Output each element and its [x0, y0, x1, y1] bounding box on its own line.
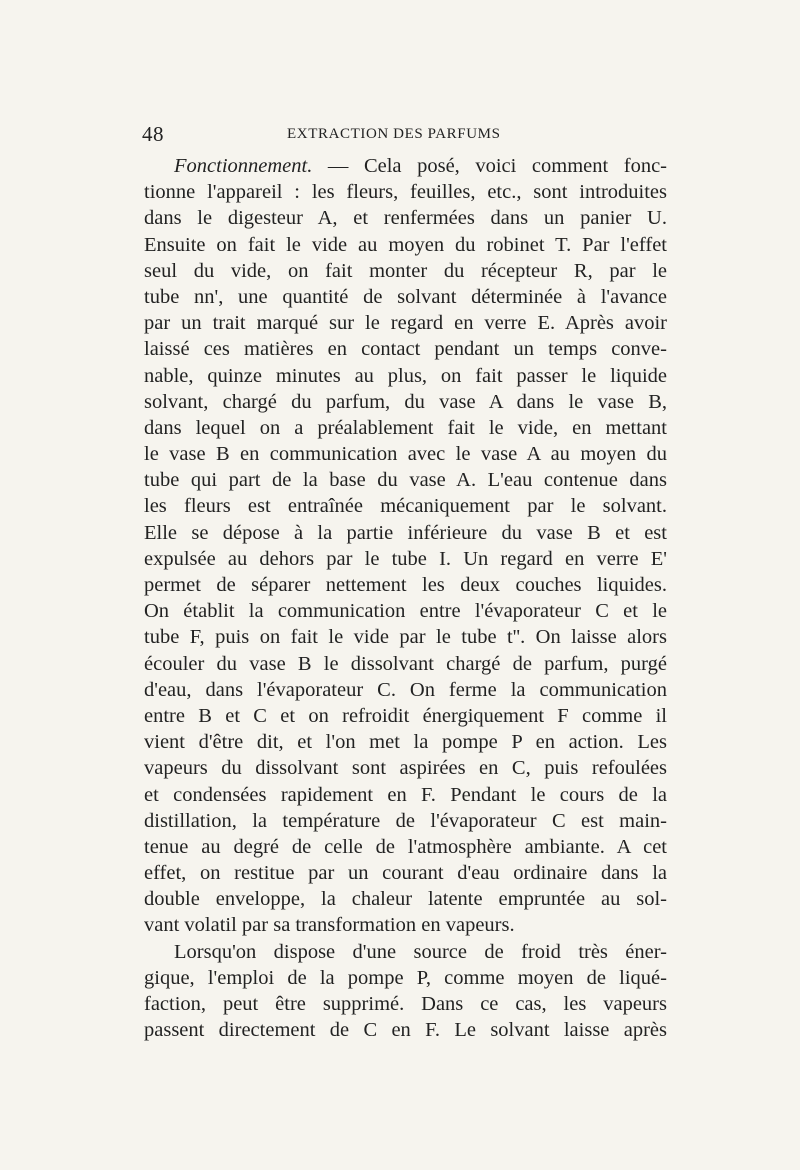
paragraph-1-line: effet, on restitue par un courant d'eau ordinaire dans la: [144, 862, 667, 885]
paragraph-1-line: le vase B en communication avec le vase A au moyen du: [144, 443, 667, 466]
paragraph-1-line: les fleurs est entraînée mécaniquement par le solvant.: [144, 495, 667, 518]
paragraph-1-line: seul du vide, on fait monter du récepteur R, par le: [144, 259, 667, 282]
paragraph-1-line: d'eau, dans l'évaporateur C. On ferme la communication: [144, 678, 667, 701]
paragraph-1-line: entre B et C et on refroidit énergiquement F comme il: [144, 704, 667, 727]
paragraph-1-line-1: [144, 153, 667, 179]
paragraph-1-line: Ensuite on fait le vide au moyen du robinet T. Par l'effet: [144, 233, 667, 256]
paragraph-2-line: faction, peut être supprimé. Dans ce cas, les vapeurs: [144, 993, 667, 1015]
paragraph-1-line: par un trait marqué sur le regard en verre E. Après avoir: [144, 312, 667, 335]
running-title: EXTRACTION DES PARFUMS: [287, 126, 501, 142]
paragraph-1-line: dans lequel on a préalablement fait le vide, en mettant: [144, 416, 667, 439]
paragraph-1-line: tube nn', une quantité de solvant déterminée à l'avance: [144, 285, 667, 308]
paragraph-2-line: Lorsqu'on dispose d'une source de froid très éner-: [174, 940, 667, 963]
paragraph-2-line: gique, l'emploi de la pompe P, comme moyen de liqué-: [144, 966, 667, 989]
paragraph-1-line: vient d'être dit, et l'on met la pompe P en action. Les: [144, 731, 667, 754]
paragraph-1-line: distillation, la température de l'évaporateur C est main-: [144, 809, 667, 832]
paragraph-1-line: laissé ces matières en contact pendant un temps conve-: [144, 338, 667, 361]
paragraph-1-line: vant volatil par sa transformation en vapeurs.: [144, 914, 515, 937]
paragraph-1-line: On établit la communication entre l'évaporateur C et le: [144, 600, 667, 623]
paragraph-1-line: permet de séparer nettement les deux couches liquides.: [144, 574, 667, 596]
page-number: 48: [142, 122, 164, 146]
paragraph-1-line: expulsée au dehors par le tube I. Un regard en verre E': [144, 547, 667, 570]
paragraph-1-line: tenue au degré de celle de l'atmosphère ambiante. A cet: [144, 835, 667, 858]
paragraph-1-line: solvant, chargé du parfum, du vase A dans le vase B,: [144, 390, 667, 413]
paragraph-1-line: vapeurs du dissolvant sont aspirées en C, puis refoulées: [144, 757, 667, 780]
section-heading: Fonctionnement.: [174, 155, 313, 177]
paragraph-1-line: dans le digesteur A, et renfermées dans un panier U.: [144, 207, 667, 230]
paragraph-1-line: tube F, puis on fait le vide par le tube t''. On laisse alors: [144, 626, 667, 649]
paragraph-1-line-1-text: — Cela posé, voici comment fonc-: [312, 155, 667, 177]
paragraph-1-line: tube qui part de la base du vase A. L'eau contenue dans: [144, 469, 667, 492]
paragraph-1-line: écouler du vase B le dissolvant chargé de parfum, purgé: [144, 652, 667, 675]
body-text: [144, 153, 667, 1043]
paragraph-1-line: Elle se dépose à la partie inférieure du vase B et est: [144, 521, 667, 544]
paragraph-1-line: tionne l'appareil : les fleurs, feuilles, etc., sont introduites: [144, 181, 667, 204]
paragraph-1-line: double enveloppe, la chaleur latente empruntée au sol-: [144, 888, 667, 911]
paragraph-1-line: et condensées rapidement en F. Pendant le cours de la: [144, 783, 667, 806]
paragraph-1-line: nable, quinze minutes au plus, on fait passer le liquide: [144, 364, 667, 387]
paragraph-2-line: passent directement de C en F. Le solvant laisse après: [144, 1019, 667, 1042]
